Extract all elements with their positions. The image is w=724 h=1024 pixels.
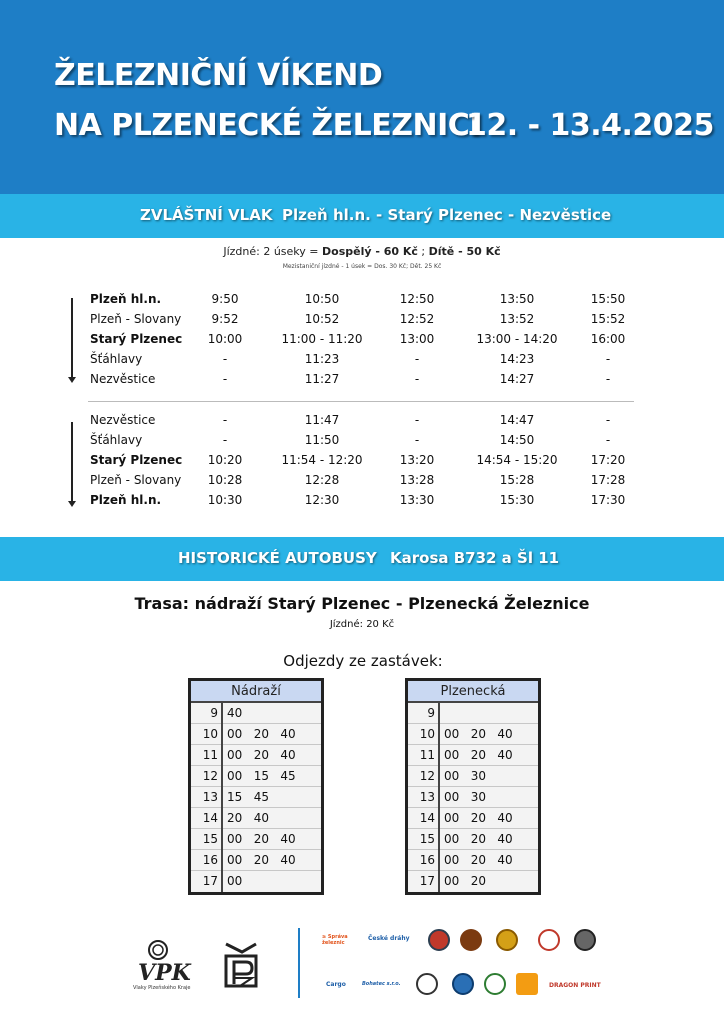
station-name: Starý Plzenec xyxy=(90,453,183,467)
hour-cell: 14 xyxy=(191,808,223,829)
departure-time: - xyxy=(605,352,611,366)
green-badge-icon xyxy=(484,973,506,995)
stop-table-row xyxy=(408,787,538,808)
hour-cell: 12 xyxy=(408,766,440,787)
timetable-row xyxy=(0,471,724,491)
stop-table-row xyxy=(191,745,321,766)
departure-time: 15:50 xyxy=(590,292,626,306)
timetable-row xyxy=(0,310,724,330)
station-name: Plzeň - Slovany xyxy=(90,312,182,326)
minutes-cell: 00 20 40 xyxy=(444,853,513,867)
stop-table-row xyxy=(191,808,321,829)
departure-time: 13:50 xyxy=(499,292,535,306)
station-name: Nezvěstice xyxy=(90,413,156,427)
departure-time: 11:54 - 12:20 xyxy=(281,453,363,467)
hour-cell: 10 xyxy=(191,724,223,745)
timetable-row xyxy=(0,411,724,431)
departures-title: Odjezdy ze zastávek: xyxy=(283,652,443,670)
stop-table-row xyxy=(191,703,321,724)
hour-cell: 15 xyxy=(408,829,440,850)
club-badge-icon xyxy=(460,929,482,951)
train-band xyxy=(0,194,724,238)
bus-band-models: Karosa B732 a Šl 11 xyxy=(390,549,560,567)
departure-time: 11:00 - 11:20 xyxy=(281,332,363,346)
departure-time: - xyxy=(414,433,420,447)
hour-cell: 10 xyxy=(408,724,440,745)
hour-cell: 14 xyxy=(408,808,440,829)
stop-table-row xyxy=(191,871,321,892)
event-title-line1: ŽELEZNIČNÍ VÍKEND xyxy=(54,58,383,93)
stop-table-row xyxy=(408,871,538,892)
departure-time: - xyxy=(222,352,228,366)
departure-time: - xyxy=(414,352,420,366)
departure-time: 9:50 xyxy=(211,292,239,306)
stop-table-row xyxy=(408,829,538,850)
departure-time: 15:52 xyxy=(590,312,626,326)
departure-time: 13:28 xyxy=(399,473,435,487)
minutes-cell: 00 20 40 xyxy=(444,748,513,762)
bus-route: Trasa: nádraží Starý Plzenec - Plzenecká Železnice xyxy=(134,594,590,613)
stop-table-title: Nádraží xyxy=(191,681,321,703)
museum-badge-icon xyxy=(496,929,518,951)
station-name: Šťáhlavy xyxy=(90,352,143,366)
departure-time: 12:50 xyxy=(399,292,435,306)
hour-cell: 12 xyxy=(191,766,223,787)
departure-time: 12:30 xyxy=(304,493,340,507)
departure-time: 14:50 xyxy=(499,433,535,447)
station-name: Plzeň - Slovany xyxy=(90,473,182,487)
hour-cell: 9 xyxy=(191,703,223,724)
train-band-route: Plzeň hl.n. - Starý Plzenec - Nezvěstice xyxy=(282,206,612,224)
departure-time: - xyxy=(605,433,611,447)
stop-table-row xyxy=(408,808,538,829)
stop-table-plzenecka xyxy=(405,678,541,895)
header-banner xyxy=(0,0,724,194)
departure-time: 10:28 xyxy=(207,473,243,487)
station-name: Nezvěstice xyxy=(90,372,156,386)
timetable-row xyxy=(0,451,724,471)
cargo-logo: Cargo xyxy=(326,981,346,988)
departure-time: 10:00 xyxy=(207,332,243,346)
minutes-cell: 00 30 xyxy=(444,790,486,804)
departure-time: - xyxy=(605,372,611,386)
emblem-icon xyxy=(428,929,450,951)
departure-time: 10:20 xyxy=(207,453,243,467)
departure-time: 17:30 xyxy=(590,493,626,507)
bus-band xyxy=(0,537,724,581)
stop-table-row xyxy=(191,850,321,871)
departure-time: 13:20 xyxy=(399,453,435,467)
vpk-caption: Vlaky Plzeňského Kraje xyxy=(133,985,191,991)
fare-sep: ; xyxy=(417,245,429,258)
minutes-cell: 00 20 40 xyxy=(444,832,513,846)
minutes-cell: 00 20 xyxy=(444,874,486,888)
timetable-row xyxy=(0,350,724,370)
hour-cell: 15 xyxy=(191,829,223,850)
hour-cell: 11 xyxy=(191,745,223,766)
hour-cell: 16 xyxy=(408,850,440,871)
company-logo: Bohatec s.r.o. xyxy=(362,981,401,987)
event-date: 12. - 13.4.2025 xyxy=(466,108,714,143)
bus-fare: Jízdné: 20 Kč xyxy=(329,619,395,630)
minutes-cell: 00 20 40 xyxy=(227,748,296,762)
departure-time: 10:50 xyxy=(304,292,340,306)
bus-club-icon xyxy=(416,973,438,995)
timetable-row xyxy=(0,431,724,451)
departure-time: 10:52 xyxy=(304,312,340,326)
station-name: Šťáhlavy xyxy=(90,433,143,447)
departure-time: 16:00 xyxy=(590,332,626,346)
minutes-cell: 00 20 40 xyxy=(444,811,513,825)
hour-cell: 17 xyxy=(191,871,223,892)
departure-time: - xyxy=(222,372,228,386)
departure-time: 11:47 xyxy=(304,413,340,427)
bus-band-label: HISTORICKÉ AUTOBUSY xyxy=(178,549,377,567)
minutes-cell: 00 20 40 xyxy=(227,727,296,741)
sz-logo: ≥ Správa železnic xyxy=(322,934,348,946)
departure-time: - xyxy=(222,413,228,427)
departure-time: 15:30 xyxy=(499,493,535,507)
dragon-print-logo: DRAGON PRINT xyxy=(549,982,601,989)
departure-time: 14:47 xyxy=(499,413,535,427)
footer-divider xyxy=(298,928,300,998)
minutes-cell: 00 xyxy=(227,874,243,888)
timetable-row xyxy=(0,370,724,390)
minutes-cell: 00 30 xyxy=(444,769,486,783)
hour-cell: 16 xyxy=(191,850,223,871)
departure-time: - xyxy=(414,372,420,386)
hour-cell: 13 xyxy=(191,787,223,808)
stop-table-row xyxy=(191,829,321,850)
minutes-cell: 15 45 xyxy=(227,790,269,804)
fare-line xyxy=(0,245,724,258)
fare-small-print: Mezistaniční jízdné - 1 úsek = Dos. 30 Kč; Dět. 25 Kč xyxy=(282,263,442,270)
departure-time: 14:23 xyxy=(499,352,535,366)
station-name: Plzeň hl.n. xyxy=(90,493,162,507)
departure-time: - xyxy=(222,433,228,447)
train-band-label: ZVLÁŠTNÍ VLAK xyxy=(140,206,273,224)
departure-time: 11:27 xyxy=(304,372,340,386)
departure-time: - xyxy=(414,413,420,427)
hour-cell: 11 xyxy=(408,745,440,766)
timetable-row xyxy=(0,290,724,310)
departure-time: 17:20 xyxy=(590,453,626,467)
hour-cell: 13 xyxy=(408,787,440,808)
event-title-line2: NA PLZENECKÉ ŽELEZNICI xyxy=(54,108,480,143)
timetable-row xyxy=(0,491,724,511)
minutes-cell: 00 20 40 xyxy=(227,853,296,867)
orange-logo-icon xyxy=(516,973,538,995)
departure-time: 13:00 xyxy=(399,332,435,346)
blue-badge-icon xyxy=(452,973,474,995)
fare-child: Dítě - 50 Kč xyxy=(428,245,501,258)
stop-table-row xyxy=(408,703,538,724)
departure-time: 11:50 xyxy=(304,433,340,447)
kvzo-badge-icon xyxy=(538,929,560,951)
stop-table-row xyxy=(191,724,321,745)
timetable-row xyxy=(0,330,724,350)
station-name: Plzeň hl.n. xyxy=(90,292,162,306)
stop-table-row xyxy=(408,724,538,745)
departure-time: 9:52 xyxy=(211,312,239,326)
departure-time: 13:30 xyxy=(399,493,435,507)
departure-time: 10:30 xyxy=(207,493,243,507)
minutes-cell: 20 40 xyxy=(227,811,269,825)
departure-time: - xyxy=(605,413,611,427)
station-name: Starý Plzenec xyxy=(90,332,183,346)
departure-time: 14:27 xyxy=(499,372,535,386)
fare-adult: Dospělý - 60 Kč xyxy=(322,245,418,258)
locomotive-badge-icon xyxy=(574,929,596,951)
departure-time: 11:23 xyxy=(304,352,340,366)
hour-cell: 9 xyxy=(408,703,440,724)
departure-time: 13:00 - 14:20 xyxy=(476,332,558,346)
plzenecka-logo xyxy=(222,940,260,990)
stop-table-row xyxy=(408,850,538,871)
departure-time: 15:28 xyxy=(499,473,535,487)
fare-prefix: Jízdné: 2 úseky = xyxy=(223,245,322,258)
stop-table-row xyxy=(191,766,321,787)
departure-time: 14:54 - 15:20 xyxy=(476,453,558,467)
minutes-cell: 00 20 40 xyxy=(227,832,296,846)
departure-time: 13:52 xyxy=(499,312,535,326)
stop-table-row xyxy=(191,787,321,808)
departure-time: 12:52 xyxy=(399,312,435,326)
stop-table-title: Plzenecká xyxy=(408,681,538,703)
cd-logo: České dráhy xyxy=(368,935,410,942)
stop-table-nadrazi xyxy=(188,678,324,895)
stop-table-row xyxy=(408,745,538,766)
hour-cell: 17 xyxy=(408,871,440,892)
minutes-cell: 00 15 45 xyxy=(227,769,296,783)
minutes-cell: 00 20 40 xyxy=(444,727,513,741)
svg-text:VPK: VPK xyxy=(138,960,191,986)
departure-time: 12:28 xyxy=(304,473,340,487)
timetable-divider xyxy=(88,401,634,402)
departure-time: 17:28 xyxy=(590,473,626,487)
minutes-cell: 40 xyxy=(227,706,243,720)
stop-table-row xyxy=(408,766,538,787)
